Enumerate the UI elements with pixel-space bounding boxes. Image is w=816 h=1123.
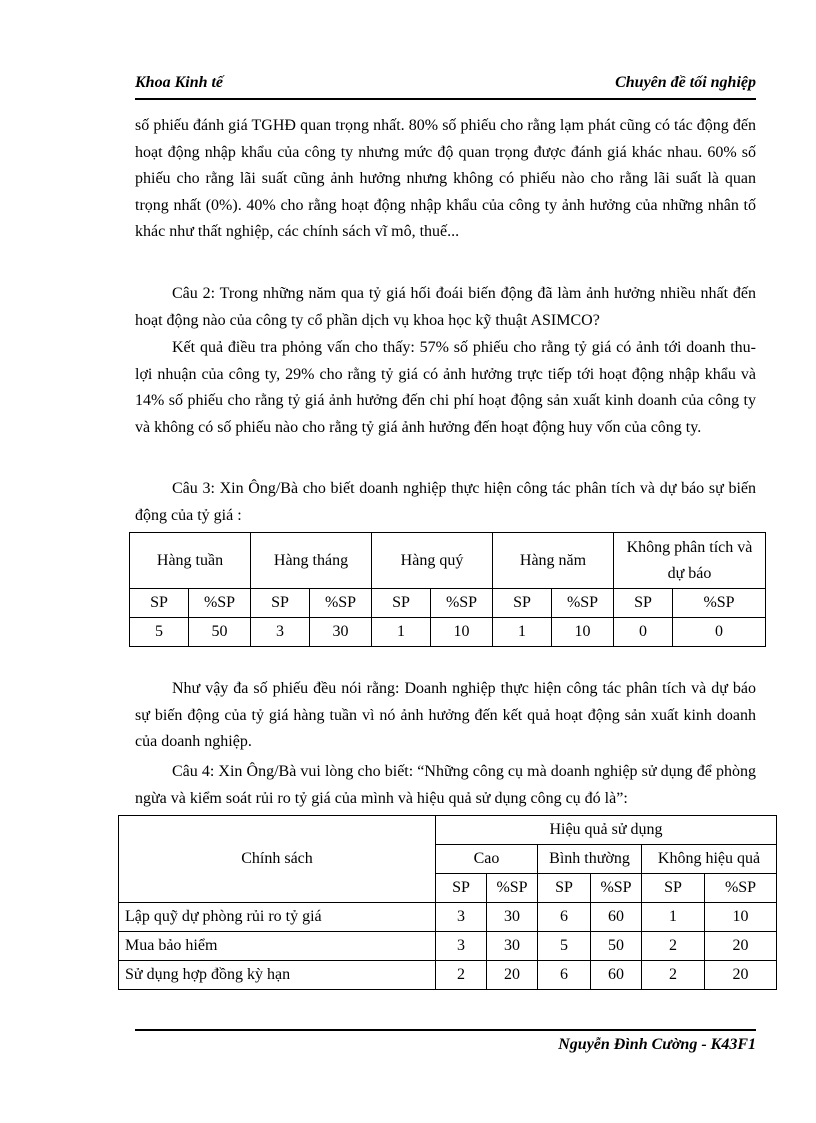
paragraph-continuation: số phiếu đánh giá TGHĐ quan trọng nhất. 80% số phiếu cho rằng lạm phát cũng có tác động đến hoạt động nhập khẩu của công ty nhưng mức độ quan trọng được đánh giá khác nhau. 60% số phiếu cho rằng lãi suất cũng ảnh hưởng nhưng không có phiếu nào cho rằng lãi suất là quan trọng nhất (0%). 40% cho rằng hoạt động nhập khẩu của công ty ảnh hưởng của những nhân tố khác như thất nghiệp, các chính sách vĩ mô, thuế... — [135, 117, 756, 241]
sub-sp: SP — [538, 874, 591, 903]
faculty-name: Khoa Kinh tế — [135, 74, 224, 91]
cell-value: 2 — [642, 932, 705, 961]
document-title: Chuyên đề tối nghiệp — [615, 74, 756, 91]
policy-name: Lập quỹ dự phòng rủi ro tỷ giá — [119, 903, 436, 932]
cell-value: 5 — [538, 932, 591, 961]
sub-pct: %SP — [310, 589, 372, 618]
author-footer: Nguyễn Đình Cường - K43F1 — [558, 1036, 756, 1053]
cell-value: 10 — [705, 903, 777, 932]
cell-value: 10 — [431, 618, 493, 647]
sub-sp: SP — [372, 589, 431, 618]
cell-value: 20 — [705, 961, 777, 990]
page-header — [135, 74, 756, 98]
table-row — [119, 903, 777, 932]
level-normal: Bình thường — [538, 845, 642, 874]
hedging-tools-table — [118, 815, 777, 990]
sub-sp: SP — [436, 874, 487, 903]
cell-value: 3 — [436, 932, 487, 961]
sub-pct: %SP — [487, 874, 538, 903]
cell-value: 6 — [538, 903, 591, 932]
sub-pct: %SP — [189, 589, 251, 618]
table-row — [119, 961, 777, 990]
cell-value: 3 — [436, 903, 487, 932]
table-header-row — [119, 816, 777, 845]
header-divider — [135, 98, 756, 100]
cell-value: 0 — [673, 618, 766, 647]
cell-value: 30 — [487, 932, 538, 961]
table-subheader-row — [130, 589, 766, 618]
forecast-frequency-table — [129, 532, 766, 647]
col-weekly: Hàng tuần — [130, 533, 251, 589]
col-effectiveness: Hiệu quả sử dụng — [436, 816, 777, 845]
cell-value: 50 — [189, 618, 251, 647]
paragraph-question-4: Câu 4: Xin Ông/Bà vui lòng cho biết: “Những công cụ mà doanh nghiệp sử dụng để phòng ngừa và kiểm soát rủi ro tỷ giá của mình và hiệu quả sử dụng công cụ đó là”: — [135, 763, 756, 807]
cell-value: 1 — [493, 618, 552, 647]
footer-divider — [135, 1029, 756, 1031]
cell-value: 60 — [591, 903, 642, 932]
cell-value: 5 — [130, 618, 189, 647]
policy-name: Mua bảo hiểm — [119, 932, 436, 961]
cell-value: 30 — [310, 618, 372, 647]
level-ineffective: Không hiệu quả — [642, 845, 777, 874]
cell-value: 3 — [251, 618, 310, 647]
cell-value: 1 — [642, 903, 705, 932]
cell-value: 30 — [487, 903, 538, 932]
sub-sp: SP — [642, 874, 705, 903]
cell-value: 10 — [552, 618, 614, 647]
paragraph-question-2: Câu 2: Trong những năm qua tỷ giá hối đoái biến động đã làm ảnh hưởng nhiều nhất đến hoạt động nào của công ty cổ phần dịch vụ khoa học kỹ thuật ASIMCO? — [135, 285, 756, 329]
table-row — [119, 932, 777, 961]
cell-value: 50 — [591, 932, 642, 961]
col-policy: Chính sách — [119, 816, 436, 903]
policy-name: Sử dụng hợp đồng kỳ hạn — [119, 961, 436, 990]
cell-value: 20 — [487, 961, 538, 990]
sub-pct: %SP — [431, 589, 493, 618]
col-yearly: Hàng năm — [493, 533, 614, 589]
sub-sp: SP — [614, 589, 673, 618]
table-row — [130, 618, 766, 647]
sub-sp: SP — [130, 589, 189, 618]
cell-value: 20 — [705, 932, 777, 961]
paragraph-conclusion: Như vậy đa số phiếu đều nói rằng: Doanh nghiệp thực hiện công tác phân tích và dự báo sự biến động của tỷ giá hàng tuần vì nó ảnh hưởng đến kết quả hoạt động sản xuất kinh doanh của doanh nghiệp. — [135, 680, 756, 751]
sub-sp: SP — [251, 589, 310, 618]
sub-pct: %SP — [673, 589, 766, 618]
sub-pct: %SP — [591, 874, 642, 903]
col-quarterly: Hàng quý — [372, 533, 493, 589]
paragraph-question-3: Câu 3: Xin Ông/Bà cho biết doanh nghiệp thực hiện công tác phân tích và dự báo sự biến động của tỷ giá : — [135, 480, 756, 524]
sub-pct: %SP — [705, 874, 777, 903]
cell-value: 60 — [591, 961, 642, 990]
cell-value: 2 — [436, 961, 487, 990]
table-header-row — [130, 533, 766, 589]
level-high: Cao — [436, 845, 538, 874]
col-none: Không phân tích và dự báo — [614, 533, 766, 589]
cell-value: 6 — [538, 961, 591, 990]
sub-sp: SP — [493, 589, 552, 618]
cell-value: 0 — [614, 618, 673, 647]
col-monthly: Hàng tháng — [251, 533, 372, 589]
cell-value: 1 — [372, 618, 431, 647]
sub-pct: %SP — [552, 589, 614, 618]
paragraph-survey-result: Kết quả điều tra phỏng vấn cho thấy: 57% số phiếu cho rằng tỷ giá có ảnh tới doanh thu- lợi nhuận của công ty, 29% cho rằng tỷ giá có ảnh hưởng trực tiếp tới hoạt động nhập khẩu và 14% số phiếu cho rằng tỷ giá ảnh hưởng đến chi phí hoạt động sản xuất kinh doanh của công ty và không có số phiếu nào cho rằng tỷ giá ảnh hưởng đến hoạt động huy vốn của công ty. — [135, 339, 756, 436]
cell-value: 2 — [642, 961, 705, 990]
